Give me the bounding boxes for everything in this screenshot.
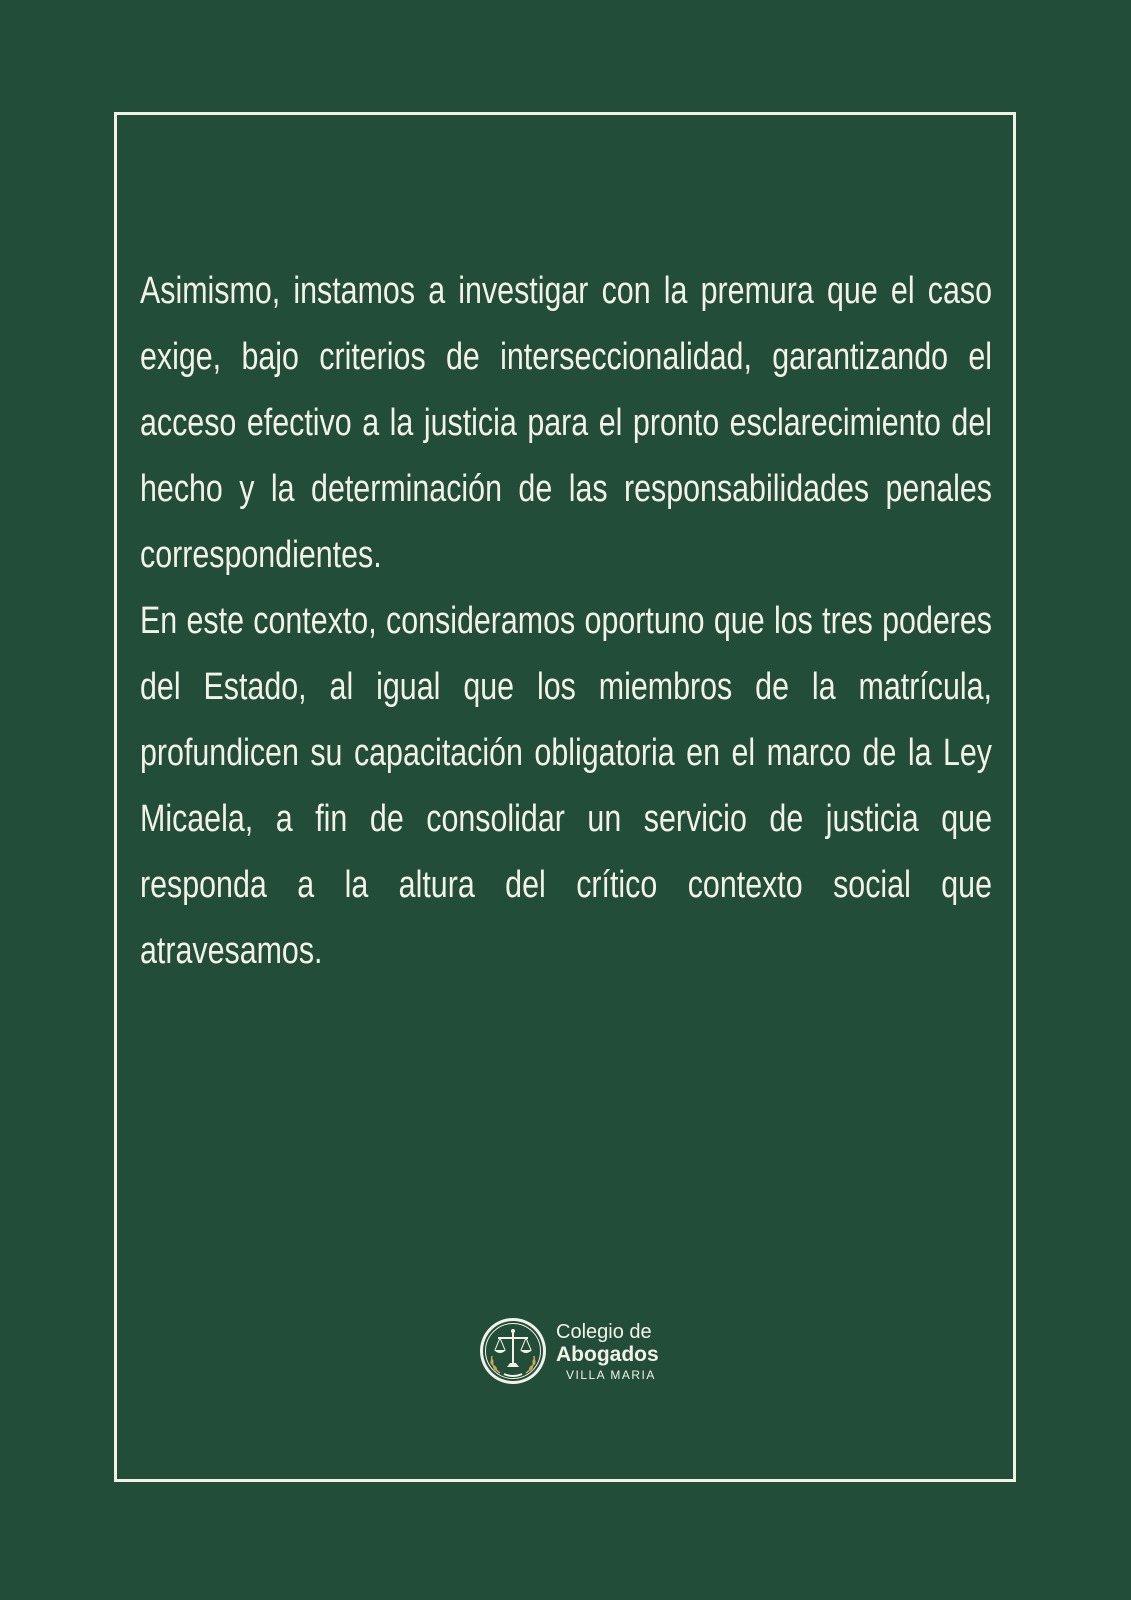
logo-line-abogados: Abogados [556, 1342, 659, 1366]
statement-paragraph-2: En este contexto, consideramos oportuno que los tres poderes del Estado, al igual que los miembros de la matrícula, profundicen su capacitación obligatoria en el marco de la Ley Micaela, a fin de consolidar un servicio de justicia que responda a la altura del crítico contexto social que atravesamos. [140, 600, 992, 972]
logo-line-colegio: Colegio de [556, 1320, 652, 1343]
colegio-logo [478, 1316, 659, 1386]
statement-paragraph-1: Asimismo, instamos a investigar con la premura que el caso exige, bajo criterios de interseccionalidad, garantizando el acceso efectivo a la justicia para el pronto esclarecimiento del hecho y la determinación de las responsabilidades penales correspondientes. [140, 270, 992, 576]
statement-text [140, 258, 992, 984]
logo-line-villa-maria: VILLA MARIA [566, 1367, 656, 1382]
scales-of-justice-icon [478, 1316, 548, 1386]
logo-wordmark [556, 1322, 659, 1381]
